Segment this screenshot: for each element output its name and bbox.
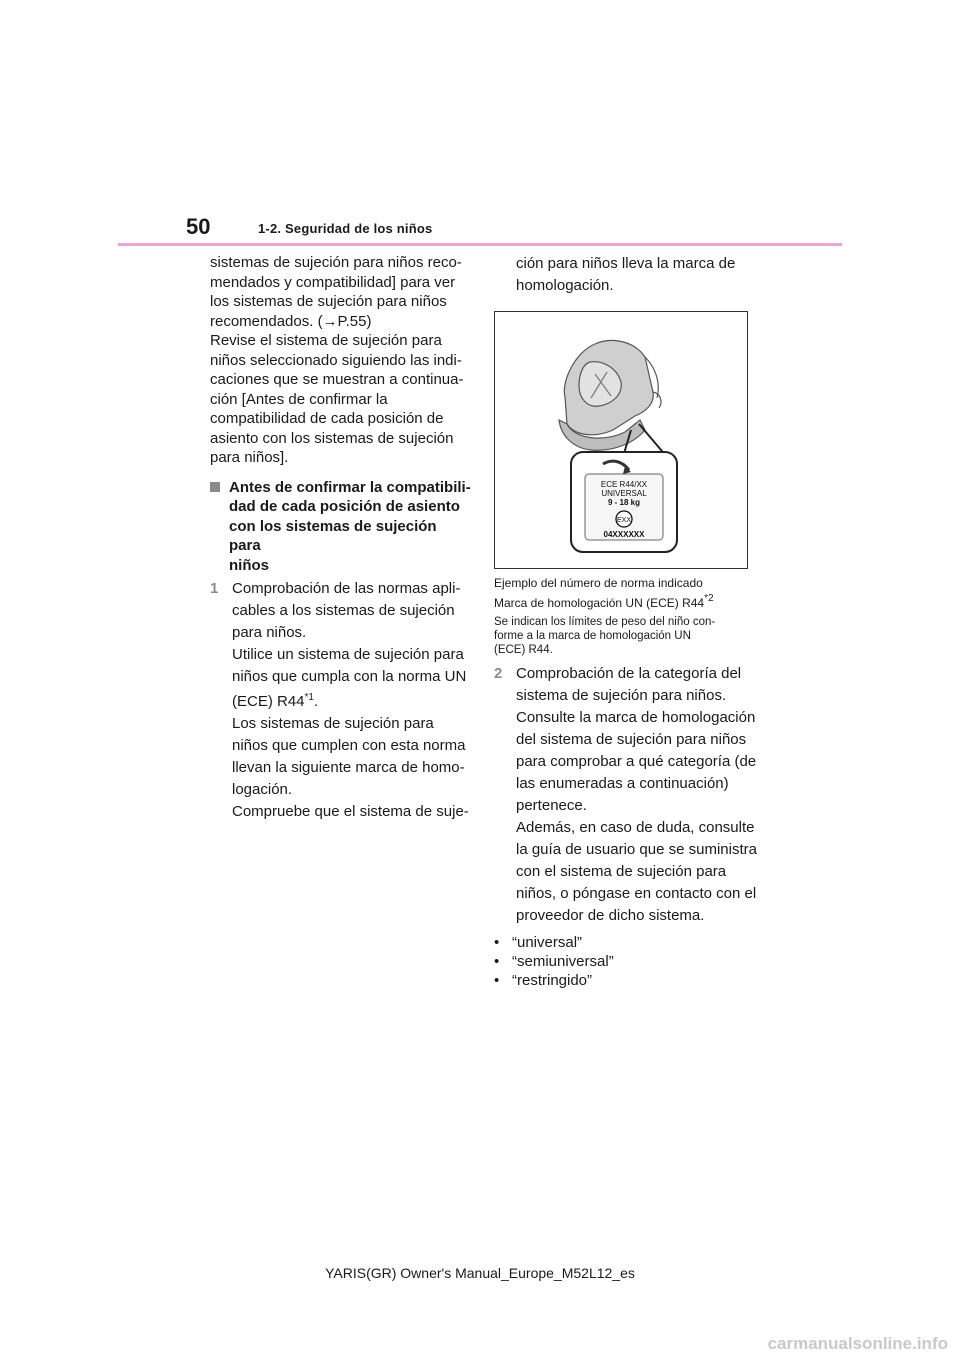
- section-title: 1-2. Seguridad de los niños: [258, 221, 433, 236]
- category-list: [494, 933, 760, 990]
- label-line-1: ECE R44/XX: [600, 480, 648, 489]
- step-line: con el sistema de sujeción para: [516, 863, 727, 880]
- step-line: del sistema de sujeción para niños: [516, 731, 747, 748]
- left-column: [210, 253, 472, 823]
- step-line: Utilice un sistema de sujeción para: [232, 646, 464, 663]
- watermark: carmanualsonline.info: [767, 1334, 948, 1353]
- step-line: sistema de sujeción para niños.: [516, 687, 727, 704]
- step-line: cables a los sistemas de sujeción: [232, 602, 455, 619]
- bullet-icon: •: [494, 972, 500, 989]
- figure-caption-mark: [494, 595, 760, 611]
- footnote-ref: *1: [304, 692, 314, 703]
- header-rule: [118, 243, 842, 246]
- step-number: 1: [210, 580, 219, 597]
- step-line: las enumeradas a continuación): [516, 775, 729, 792]
- page-number: 50: [186, 214, 211, 239]
- heading-line: Antes de confirmar la compatibili-: [229, 478, 471, 496]
- intro-line: los sistemas de sujeción para niños: [210, 293, 447, 310]
- step-2: [494, 663, 760, 927]
- step-line: niños que cumpla con la norma UN: [232, 668, 467, 685]
- footnote-ref: *2: [704, 593, 714, 604]
- approval-code: 04XXXXXX: [603, 530, 645, 539]
- step-line: para niños.: [232, 624, 307, 641]
- manual-id: YARIS(GR) Owner's Manual_Europe_M52L12_es: [325, 1265, 635, 1281]
- child-seat-illustration: [495, 312, 747, 568]
- heading-line: niños: [229, 556, 269, 574]
- step-line: llevan la siguiente marca de homo-: [232, 759, 465, 776]
- intro-line: para niños].: [210, 449, 289, 466]
- step-line: pertenece.: [516, 797, 587, 814]
- page-footer: [0, 1265, 960, 1281]
- list-item-text: “semiuniversal”: [512, 953, 614, 970]
- step-line: Compruebe que el sistema de suje-: [232, 803, 469, 820]
- label-line-2: UNIVERSAL: [601, 489, 647, 498]
- heading-line: con los sistemas de sujeción para: [229, 517, 437, 554]
- bullet-icon: •: [494, 934, 500, 951]
- intro-line: asiento con los sistemas de sujeción: [210, 429, 454, 447]
- intro-line: sistemas de sujeción para niños reco-: [210, 254, 462, 271]
- label-line-3: 9 - 18 kg: [607, 498, 641, 507]
- step-line: Comprobación de las normas apli-: [232, 580, 461, 597]
- r44-after: .: [313, 693, 319, 710]
- subsection-heading: [210, 478, 472, 576]
- child-seat-figure: [494, 311, 748, 569]
- step-number: 2: [494, 665, 503, 682]
- caption-note-line: forme a la marca de homologación UN: [494, 630, 691, 642]
- list-item: [494, 933, 760, 952]
- list-item-text: “restringido”: [512, 972, 593, 989]
- step-line: Comprobación de la categoría del: [516, 665, 742, 682]
- step-line: Los sistemas de sujeción para: [232, 715, 434, 732]
- step-line: Además, en caso de duda, consulte: [516, 819, 755, 836]
- right-column: [494, 253, 760, 990]
- intro-line: recomendados. (→P.55): [210, 312, 372, 330]
- caption-note-line: (ECE) R44.: [494, 644, 553, 656]
- figure-caption-example: Ejemplo del número de norma indicado: [494, 576, 703, 590]
- intro-line: niños seleccionado siguiendo las indi-: [210, 351, 462, 369]
- list-item: [494, 952, 760, 971]
- heading-line: dad de cada posición de asiento: [229, 498, 460, 515]
- list-item-text: “universal”: [512, 934, 583, 951]
- continued-line: homologación.: [516, 277, 614, 294]
- intro-line: compatibilidad de cada posición de: [210, 410, 444, 427]
- intro-line: caciones que se muestran a continua-: [210, 371, 464, 388]
- caption-mark-text: Marca de homologación UN (ECE) R44: [494, 596, 705, 610]
- continued-line: ción para niños lleva la marca de: [516, 255, 736, 272]
- intro-line: ción [Antes de confirmar la: [210, 390, 388, 408]
- child-seat-icon: [559, 340, 661, 450]
- step-line: niños que cumplen con esta norma: [232, 737, 466, 754]
- step-line: logación.: [232, 781, 293, 798]
- step-line: proveedor de dicho sistema.: [516, 907, 705, 924]
- approval-circle-text: EXX: [616, 517, 632, 524]
- caption-note-line: Se indican los límites de peso del niño con-: [494, 616, 716, 628]
- r44-text: (ECE) R44: [232, 693, 305, 710]
- step-line: la guía de usuario que se suministra: [516, 841, 757, 858]
- intro-paragraph: [210, 253, 472, 468]
- step-line: niños, o póngase en contacto con el: [516, 885, 757, 902]
- step-1: [210, 578, 472, 823]
- r44-line: [232, 691, 472, 713]
- figure-caption-note: [494, 615, 760, 657]
- bullet-icon: •: [494, 953, 500, 970]
- intro-line: Revise el sistema de sujeción para: [210, 332, 442, 349]
- intro-line: mendados y compatibilidad] para ver: [210, 273, 456, 291]
- step-line: Consulte la marca de homologación: [516, 709, 756, 726]
- square-bullet-icon: [210, 482, 220, 492]
- list-item: [494, 971, 760, 990]
- step-line: para comprobar a qué categoría (de: [516, 753, 757, 770]
